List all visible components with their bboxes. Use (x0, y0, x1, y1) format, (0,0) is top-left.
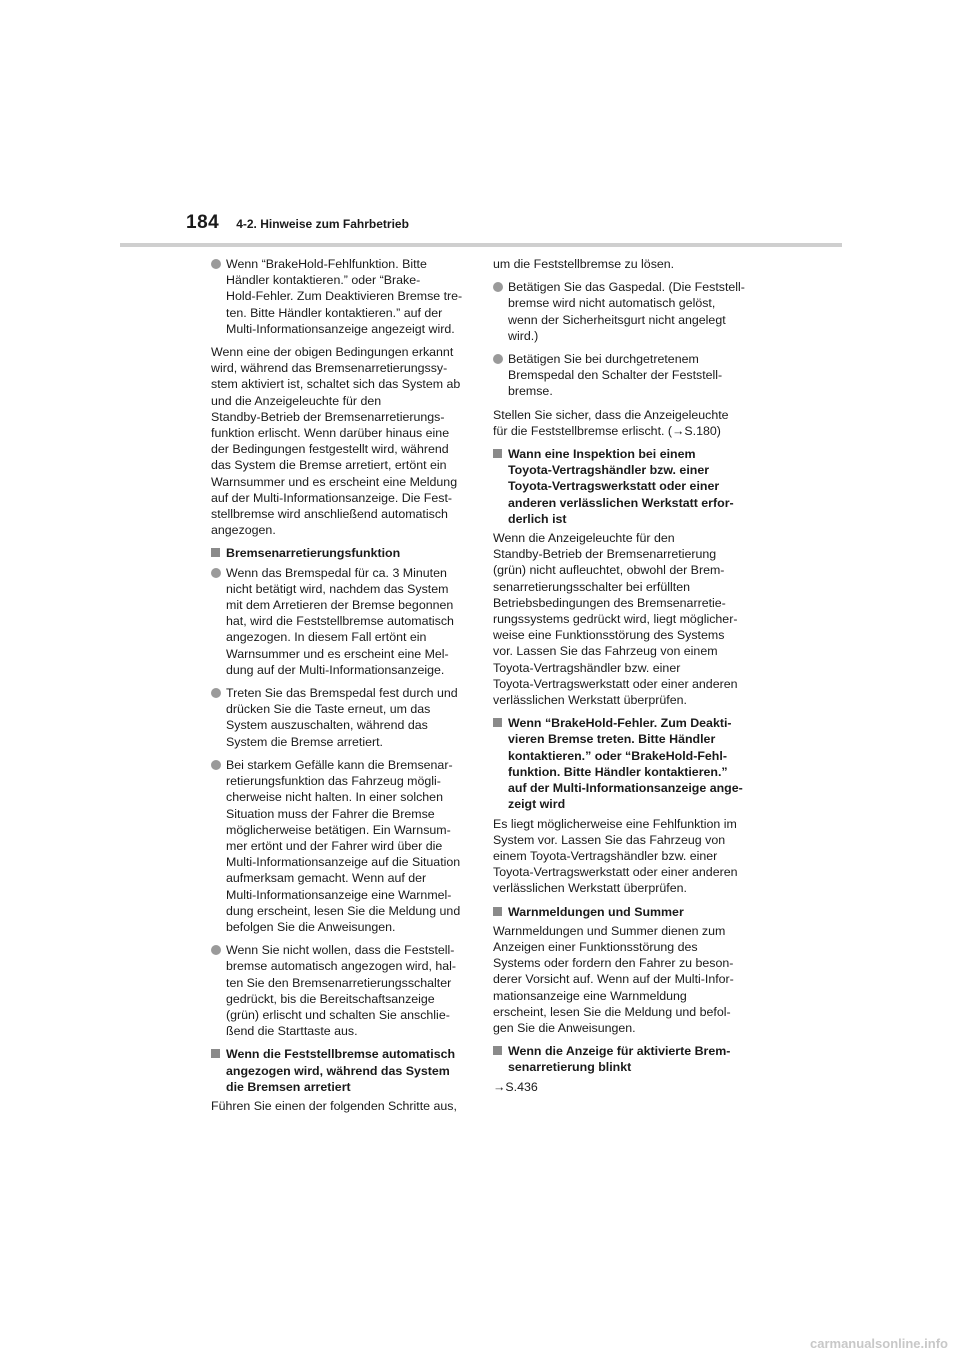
section-heading: Warnmeldungen und Summer (493, 904, 761, 920)
paragraph: Stellen Sie sicher, dass die Anzeigeleuchte für die Feststellbremse erlischt. (→S.180) (493, 407, 729, 438)
bullet-item: Bei starkem Gefälle kann die Bremsenar- retierungsfunktion das Fahrzeug mögli- cherweise nicht halten. In einer solchen Situation muss der Fahrer die Bremse möglicherweise betätigen. Ein Warnsum- mer ertönt und der Fahrer wird über die Multi-Informationsanzeige auf die Situation aufmerksam gemacht. Wenn auf der Multi-Informationsanzeige eine Warnmel- dung erscheint, lesen Sie die Meldung und befolgen Sie die Anweisungen. (211, 757, 471, 935)
section-heading: Wenn “BrakeHold-Fehler. Zum Deakti- vieren Bremse treten. Bitte Händler kontaktieren.” oder “BrakeHold-Fehl- funktion. Bitte Händler kontaktieren.” auf der Multi-Informationsanzeige ange- zeigt wird (493, 715, 761, 812)
section-heading: Bremsenarretierungsfunktion (211, 545, 471, 561)
paragraph: Wenn eine der obigen Bedingungen erkannt wird, während das Bremsenarretierungssy- stem aktiviert ist, schaltet sich das System ab und die Anzeigeleuchte für den Standby-Betrieb der Bremsenarretierungs- funktion erlischt. Wenn darüber hinaus eine der Bedingungen festgestellt wird, während das System die Bremse arretiert, ertönt ein Warnsummer und es erscheint eine Meldung auf der Multi-Informationsanzeige. Die Fest- stellbremse wird anschließend automatisch angezogen. (211, 345, 461, 538)
paragraph: Führen Sie einen der folgenden Schritte aus, (211, 1098, 457, 1113)
section-title: 4-2. Hinweise zum Fahrbetrieb (236, 217, 409, 231)
bullet-item: Wenn Sie nicht wollen, dass die Feststell- bremse automatisch angezogen wird, hal- ten Sie den Bremsenarretierungsschalter gedrückt, bis die Bereitschaftsanzeige (grün) erlischt und schalten Sie anschlie- ßend die Starttaste aus. (211, 942, 471, 1039)
bullet-item: Betätigen Sie das Gaspedal. (Die Feststell- bremse wird nicht automatisch gelöst, wenn der Sicherheitsgurt nicht angelegt wird.) (493, 279, 761, 344)
bullet-item: Wenn “BrakeHold-Fehlfunktion. Bitte Händler kontaktieren.” oder “Brake- Hold-Fehler. Zum Deaktivieren Bremse tre- ten. Bitte Händler kontaktieren.” auf der Multi-Informationsanzeige angezeigt wird. (211, 256, 471, 337)
bullet-item: Wenn das Bremspedal für ca. 3 Minuten nicht betätigt wird, nachdem das System mit dem Arretieren der Bremse begonnen hat, wird die Feststellbremse automatisch angezogen. In diesem Fall ertönt ein Warnsummer und es erscheint eine Mel- dung auf der Multi-Informationsanzeige. (211, 565, 471, 678)
bullet-item: Betätigen Sie bei durchgetretenem Bremspedal den Schalter der Feststell- bremse. (493, 351, 761, 400)
paragraph: Es liegt möglicherweise eine Fehlfunktion im System vor. Lassen Sie das Fahrzeug von einem Toyota-Vertragshändler bzw. einer Toyota-Vertragswerkstatt oder einer anderen verlässlichen Werkstatt überprüfen. (493, 816, 738, 896)
paragraph: Warnmeldungen und Summer dienen zum Anzeigen einer Funktionsstörung des Systems oder fordern den Fahrer zu beson- derer Vorsicht auf. Wenn auf der Multi-Infor- mationsanzeige eine Warnmeldung erscheint, lesen Sie die Meldung und befol- gen Sie die Anweisungen. (493, 923, 734, 1035)
section-heading: Wenn die Feststellbremse automatisch angezogen wird, während das System die Bremsen arretiert (211, 1046, 471, 1095)
section-heading: Wenn die Anzeige für aktivierte Brem- senarretierung blinkt (493, 1043, 761, 1075)
bullet-item: Treten Sie das Bremspedal fest durch und drücken Sie die Taste erneut, um das System auszuschalten, während das System die Bremse arretiert. (211, 685, 471, 750)
page-number: 184 (186, 212, 220, 233)
page-header (186, 212, 409, 234)
header-rule (120, 243, 842, 247)
watermark: carmanualsonline.info (810, 1336, 948, 1351)
paragraph: Wenn die Anzeigeleuchte für den Standby-Betrieb der Bremsenarretierung (grün) nicht aufleuchtet, obwohl der Brem- senarretierungsschalter bei erfüllten Betriebsbedingungen des Bremsenarretie- rungssystems gedrückt wird, liegt möglicher- weise eine Funktionsstörung des Systems vor. Lassen Sie das Fahrzeug von einem Toyota-Vertragshändler bzw. einer Toyota-Vertragswerkstatt oder einer anderen verlässlichen Werkstatt überprüfen. (493, 531, 738, 708)
page-reference: →S.436 (493, 1079, 538, 1094)
section-heading: Wann eine Inspektion bei einem Toyota-Vertragshändler bzw. einer Toyota-Vertragswerkstatt oder einer anderen verlässlichen Werkstatt erfor- derlich ist (493, 446, 761, 527)
right-column (493, 256, 761, 1102)
left-column (211, 256, 471, 1117)
paragraph: um die Feststellbremse zu lösen. (493, 257, 675, 271)
